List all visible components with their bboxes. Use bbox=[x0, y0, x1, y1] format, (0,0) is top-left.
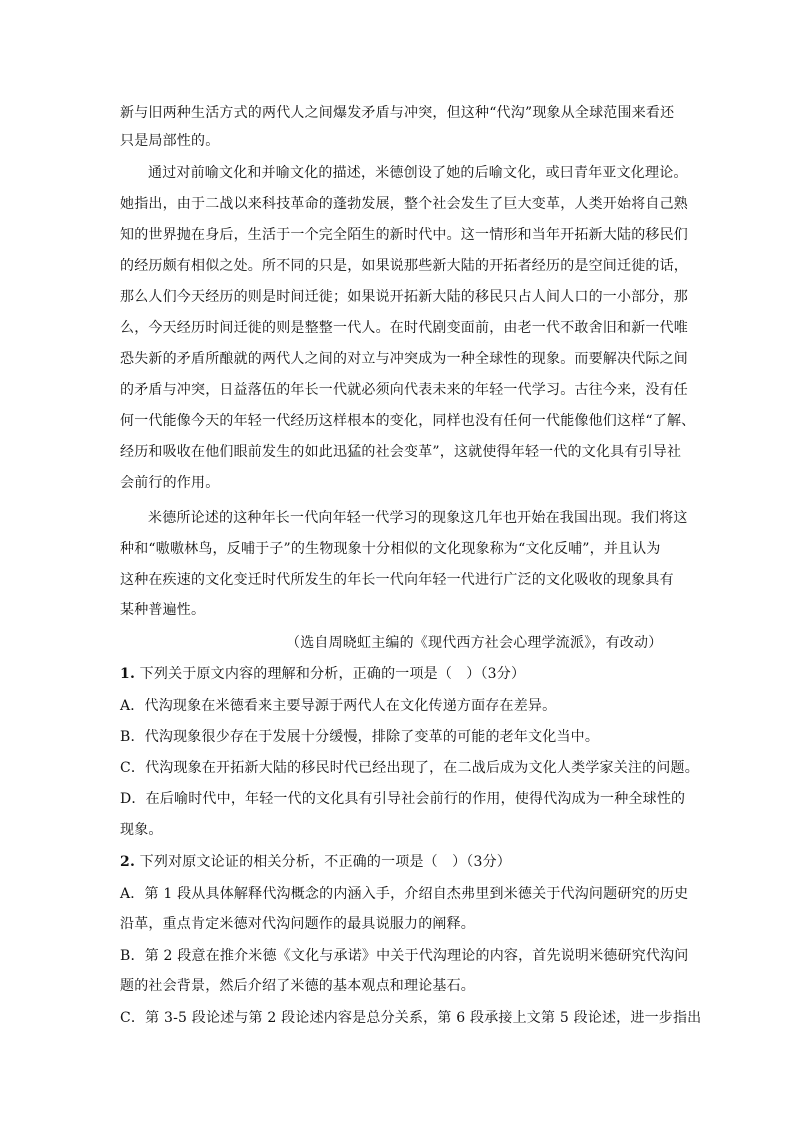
paragraph-1-line-1: 新与旧两种生活方式的两代人之间爆发矛盾与冲突，但这种“代沟”现象从全球范围来看还 bbox=[120, 105, 675, 121]
question-2-option-c-line-1: C．第 3-5 段论述与第 2 段论述内容是总分关系，第 6 段承接上文第 5 段论述，进一步指出 bbox=[120, 1010, 702, 1026]
paragraph-2-line-1: 通过对前喻文化和并喻文化的描述，米德创设了她的后喻文化，或曰青年亚文化理论。 bbox=[148, 165, 688, 181]
question-1-option-d-line-1: D．在后喻时代中，年轻一代的文化具有引导社会前行的作用，使得代沟成为一种全球性的 bbox=[120, 791, 686, 807]
paragraph-3-line-2: 种和“嗷嗷林鸟，反哺于子”的生物现象十分相似的文化现象称为“文化反哺”，并且认为 bbox=[120, 541, 661, 557]
paragraph-3-line-1: 米德所论述的这种年长一代向年轻一代学习的现象这几年也开始在我国出现。我们将这 bbox=[148, 510, 688, 526]
question-1-text: 下列关于原文内容的理解和分析，正确的一项是（ ）（3分） bbox=[135, 666, 526, 682]
question-2-option-a-line-2: 沿革，重点肯定米德对代沟问题作的最具说服力的阐释。 bbox=[120, 916, 475, 932]
paragraph-2-line-11: 会前行的作用。 bbox=[120, 475, 220, 491]
paragraph-2-line-3: 知的世界抛在身后，生活于一个完全陌生的新时代中。这一情形和当年开拓新大陆的移民们 bbox=[120, 227, 688, 243]
question-2-option-b-line-1: B．第 2 段意在推介米德《文化与承诺》中关于代沟理论的内容，首先说明米德研究代沟问 bbox=[120, 948, 689, 964]
question-1-stem bbox=[120, 664, 525, 684]
question-1-option-b: B．代沟现象很少存在于发展十分缓慢，排除了变革的可能的老年文化当中。 bbox=[120, 729, 600, 745]
paragraph-2-line-2: 她指出，由于二战以来科技革命的蓬勃发展，整个社会发生了巨大变革，人类开始将自己熟 bbox=[120, 196, 688, 212]
question-2-option-b-line-2: 题的社会背景，然后介绍了米德的基本观点和理论基石。 bbox=[120, 978, 475, 994]
question-1-option-c: C．代沟现象在开拓新大陆的移民时代已经出现了，在二战后成为文化人类学家关注的问题。 bbox=[120, 760, 699, 776]
paragraph-2-line-4: 的经历颇有相似之处。所不同的只是，如果说那些新大陆的开拓者经历的是空间迁徙的话， bbox=[120, 258, 688, 274]
paragraph-2-line-7: 恐失新的矛盾所酿就的两代人之间的对立与冲突成为一种全球性的现象。而要解决代际之间 bbox=[120, 351, 688, 367]
paragraph-3-line-3: 这种在疾速的文化变迁时代所发生的年长一代向年轻一代进行广泛的文化吸收的现象具有 bbox=[120, 572, 674, 588]
paragraph-3-line-4: 某种普遍性。 bbox=[120, 602, 206, 618]
question-2-option-a-line-1: A．第 1 段从具体解释代沟概念的内涵入手，介绍自杰弗里到米德关于代沟问题研究的历史 bbox=[120, 886, 689, 902]
question-2-text: 下列对原文论证的相关分析，不正确的一项是（ ）（3分） bbox=[135, 854, 511, 870]
paragraph-2-line-6: 么，今天经历时间迁徙的则是整整一代人。在时代剧变面前，由老一代不敢舍旧和新一代唯 bbox=[120, 320, 688, 336]
source-citation: （选自周晓虹主编的《现代西方社会心理学流派》，有改动） bbox=[286, 635, 663, 651]
question-2-stem bbox=[120, 852, 511, 872]
paragraph-2-line-10: 经历和吸收在他们眼前发生的如此迅猛的社会变革”，这就使得年轻一代的文化具有引导社 bbox=[120, 444, 682, 460]
paragraph-2-line-5: 那么人们今天经历的则是时间迁徙；如果说开拓新大陆的移民只占人间人口的一小部分，那 bbox=[120, 289, 688, 305]
paragraph-2-line-9: 何一代能像今天的年轻一代经历这样根本的变化，同样也没有任何一代能像他们这样“了解、 bbox=[120, 413, 696, 429]
paragraph-1-line-2: 只是局部性的。 bbox=[120, 133, 220, 149]
question-1-option-d-line-2: 现象。 bbox=[120, 822, 163, 838]
question-1-number: 1. bbox=[120, 666, 136, 682]
question-2-number: 2. bbox=[120, 854, 136, 870]
paragraph-2-line-8: 的矛盾与冲突，日益落伍的年长一代就必须向代表未来的年轻一代学习。古往今来，没有任 bbox=[120, 382, 688, 398]
question-1-option-a: A．代沟现象在米德看来主要导源于两代人在文化传递方面存在差异。 bbox=[120, 698, 557, 714]
